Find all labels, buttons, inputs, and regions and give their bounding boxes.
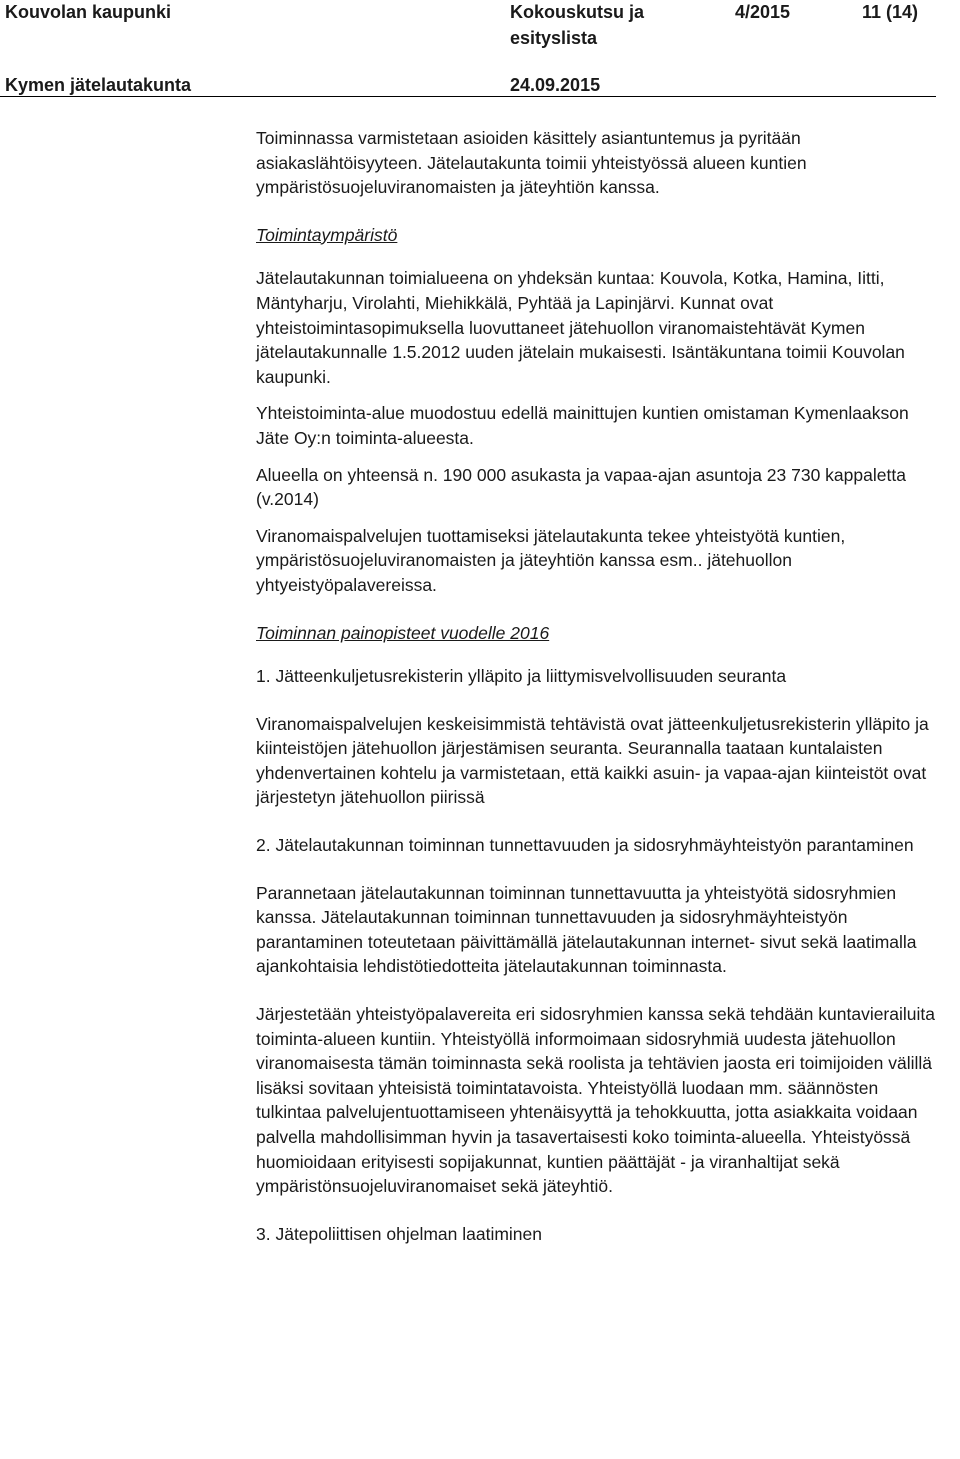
board-name: Kymen jätelautakunta bbox=[5, 75, 192, 95]
paragraph-priority-2a: Parannetaan jätelautakunnan toiminnan tunnettavuutta ja yhteistyötä sidosryhmien kanssa. Jätelautakunnan toiminnan tunnettavuuden ja sidosryhmäyhteistyön parantaminen toteutetaan päivittämällä jätelautakunnan internet- sivut sekä laatimalla ajankohtaisia lehdistötiedotteita jätelautakunnan toiminnasta. bbox=[256, 882, 917, 977]
paragraph-cooperation-area: Yhteistoiminta-alue muodostuu edellä mainittujen kuntien omistaman Kymenlaakson Jäte Oy:n toiminta-alueesta. bbox=[256, 403, 909, 448]
paragraph-residents: Alueella on yhteensä n. 190 000 asukasta ja vapaa-ajan asuntoja 23 730 kappaletta (v.2014) bbox=[256, 464, 906, 510]
paragraph-priority-2b: Järjestetään yhteistyöpalavereita eri sidosryhmien kanssa sekä tehdään kuntavierailuita toiminta-alueen kuntiin. Yhteistyöllä informoimaan sidosryhmiä uudesta jätehuollon viranomaisesta tämän toiminnasta sekä roolista ja tehtävien jaosta eri toimijoiden välillä lisäksi sovitaan yhteisistä toimintatavoista. Yhteistyöllä luodaan mm. säännösten tulkintaa palvelujentuottamiseen yhtenäisyyttä ja tehokkuutta, jotta asiakkaita voidaan palvella mahdollisimman hyvin ja tasavertaisesti koko toiminta-alueella. Yhteistyössä huomioidaan erityisesti sopijakunnat, kuntien päättäjät - ja viranhaltijat sekä ympäristönsuojeluviranomaiset sekä jäteyhtiö. bbox=[256, 1004, 935, 1197]
priority-item-2: 2. Jätelautakunnan toiminnan tunnettavuuden ja sidosryhmäyhteistyön parantaminen bbox=[256, 835, 914, 856]
priority-item-3: 3. Jätepoliittisen ohjelman laatiminen bbox=[256, 1223, 542, 1244]
page-header bbox=[0, 0, 960, 100]
page-number: 11 (14) bbox=[862, 2, 919, 22]
section-heading-priorities-2016: Toiminnan painopisteet vuodelle 2016 bbox=[256, 622, 550, 643]
meeting-date: 24.09.2015 bbox=[510, 75, 601, 95]
header-divider bbox=[0, 96, 936, 97]
paragraph-municipalities: Jätelautakunnan toimialueena on yhdeksän kuntaa: Kouvola, Kotka, Hamina, Iitti, Mäntyharju, Virolahti, Miehikkälä, Pyhtää ja Lapinjärvi. Kunnat ovat yhteistoimintasopimuksella luovuttaneet jätehuollon viranomaistehtävät Kymen jätelautakunnalle 1.5.2012 uuden jätelain mukaisesti. Isäntäkuntana toimii Kouvolan kaupunki. bbox=[256, 268, 905, 387]
organization-name: Kouvolan kaupunki bbox=[5, 2, 172, 22]
paragraph-intro: Toiminnassa varmistetaan asioiden käsittely asiantuntemus ja pyritään asiakaslähtöisyyteen. Jätelautakunta toimii yhteistyössä alueen kuntien ympäristösuojeluviranomaisten ja jäteyhtiön kanssa. bbox=[256, 128, 807, 198]
priority-item-1: 1. Jätteenkuljetusrekisterin ylläpito ja liittymisvelvollisuuden seuranta bbox=[256, 666, 787, 687]
document-body bbox=[256, 126, 936, 1246]
section-heading-operating-environment: Toimintaympäristö bbox=[256, 224, 398, 245]
paragraph-authority-services: Viranomaispalvelujen tuottamiseksi jätelautakunta tekee yhteistyötä kuntien, ympäristösuojeluviranomaisten ja jäteyhtiön kanssa esm.. jätehuollon yhtyeistyöpalavereissa. bbox=[256, 525, 846, 595]
meeting-number: 4/2015 bbox=[735, 2, 791, 22]
document-type-line2: esityslista bbox=[510, 28, 598, 48]
document-type-line1: Kokouskutsu ja bbox=[510, 2, 645, 22]
paragraph-priority-1: Viranomaispalvelujen keskeisimmistä tehtävistä ovat jätteenkuljetusrekisterin ylläpito ja kiinteistöjen jätehuollon järjestämisen seuranta. Seurannalla taataan kuntalaisten yhdenvertainen kohtelu ja varmistetaan, että kaikki asuin- ja vapaa-ajan kiinteistöt ovat järjestetyn jätehuollon piirissä bbox=[256, 713, 929, 808]
